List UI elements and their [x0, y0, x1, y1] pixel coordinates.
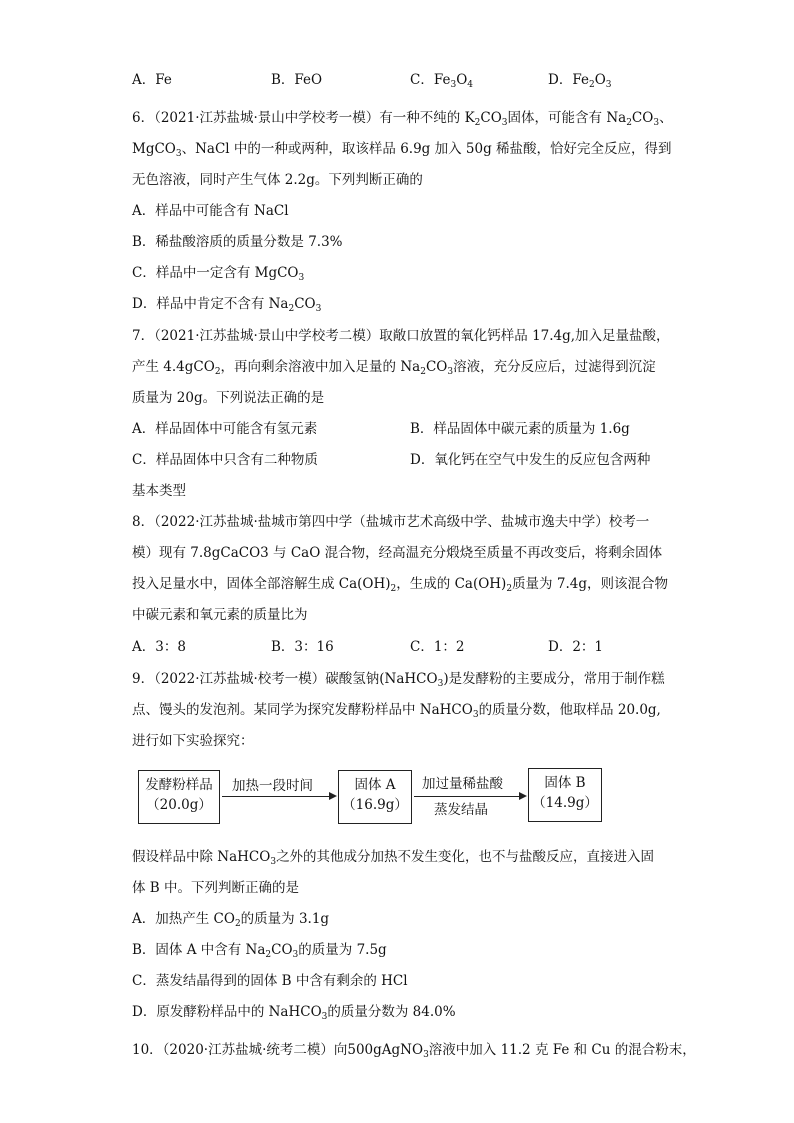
q7-option-c: C．样品固体中只含有二种物质 — [132, 452, 318, 468]
q7-option-a: A．样品固体中可能含有氢元素 — [132, 421, 318, 437]
flow-box-sample — [138, 770, 220, 824]
q6-option-b: B．稀盐酸溶质的质量分数是 7.3% — [132, 234, 343, 250]
q7-option-d: D．氧化钙在空气中发生的反应包含两种 — [410, 452, 651, 468]
q6-option-c: C．样品中一定含有 MgCO$_3$ — [132, 265, 305, 283]
q6-stem-line2: MgCO$_3$、NaCl 中的一种或两种，取该样品 6.9g 加入 50g 稀盐酸，恰好完全反应，得到 — [132, 141, 672, 159]
q7-option-d-continued: 基本类型 — [132, 483, 186, 499]
q9-after-line1: 假设样品中除 NaHCO$_3$之外的其他成分加热不发生变化，也不与盐酸反应，直接进入固 — [132, 849, 655, 867]
q6-option-a: A．样品中可能含有 NaCl — [132, 203, 289, 219]
q9-stem-line1: 9．（2022·江苏盐城·校考一模）碳酸氢钠(NaHCO$_3$)是发酵粉的主要成分，常用于制作糕 — [132, 671, 665, 689]
q5-option-a: A．Fe — [132, 72, 172, 88]
q5-option-b: B．FeO — [271, 72, 323, 88]
q8-stem-line3: 投入足量水中，固体全部溶解生成 $Ca(OH)_2$，生成的 $Ca(OH)_2$质量为 7.4g，则该混合物 — [132, 576, 668, 594]
q9-flow-diagram — [138, 768, 618, 826]
q8-stem-line4: 中碳元素和氧元素的质量比为 — [132, 607, 308, 623]
q8-option-b: B．3：16 — [271, 639, 334, 655]
flow-arrow2-top-label: 加过量稀盐酸 — [422, 776, 503, 792]
q9-option-c: C．蒸发结晶得到的固体 B 中含有剩余的 HCl — [132, 973, 408, 989]
q9-option-d: D．原发酵粉样品中的 NaHCO$_3$的质量分数为 84.0% — [132, 1004, 456, 1022]
q9-option-a: A．加热产生 $CO_2$的质量为 3.1g — [132, 911, 330, 929]
flow-arrow2-head — [519, 792, 527, 800]
q6-stem-line3: 无色溶液，同时产生气体 2.2g。下列判断正确的 — [132, 172, 423, 188]
flow-box-solid-b-label: 固体 B — [544, 775, 586, 791]
q7-stem-line3: 质量为 20g。下列说法正确的是 — [132, 390, 325, 406]
flow-box-solid-a-label: 固体 A — [354, 777, 396, 793]
q9-option-b: B．固体 A 中含有 $Na_2CO_3$的质量为 7.5g — [132, 942, 387, 960]
flow-box-solid-b-mass: （14.9g） — [532, 795, 598, 811]
q8-option-d: D．2：1 — [548, 639, 604, 655]
flow-box-solid-a-mass: （16.9g） — [342, 797, 408, 813]
flow-box-sample-mass: （20.0g） — [146, 797, 212, 813]
q8-stem-line1: 8．（2022·江苏盐城·盐城市第四中学（盐城市艺术高级中学、盐城市逸夫中学）校考一 — [132, 514, 650, 530]
q7-option-b: B．样品固体中碳元素的质量为 1.6g — [410, 421, 630, 437]
q5-option-d: D．$Fe_2O_3$ — [548, 72, 612, 90]
q8-option-a: A．3：8 — [132, 639, 186, 655]
flow-box-solid-b — [528, 768, 602, 822]
q9-stem-line2: 点、馒头的发泡剂。某同学为探究发酵粉样品中 NaHCO$_3$的质量分数，他取样品 20.0g, — [132, 702, 661, 720]
q7-stem-line2: 产生 4.4gCO$_2$，再向剩余溶液中加入足量的 $Na_2CO_3$溶液，充分反应后，过滤得到沉淀 — [132, 359, 656, 377]
flow-arrow2-bottom-label: 蒸发结晶 — [434, 802, 488, 818]
q9-after-line2: 体 B 中。下列判断正确的是 — [132, 880, 300, 896]
q8-option-c: C．1：2 — [410, 639, 465, 655]
flow-arrow1-line — [222, 796, 330, 797]
flow-arrow1-head — [329, 792, 337, 800]
q9-stem-line3: 进行如下实验探究： — [132, 733, 254, 749]
flow-box-sample-label: 发酵粉样品 — [145, 777, 213, 793]
q6-option-d: D．样品中肯定不含有 $Na_2CO_3$ — [132, 296, 322, 314]
flow-arrow1-label: 加热一段时间 — [232, 778, 313, 794]
flow-arrow2-line — [414, 796, 520, 797]
q8-stem-line2: 模）现有 7.8gCaCO3 与 CaO 混合物，经高温充分煅烧至质量不再改变后，将剩余固体 — [132, 545, 663, 561]
q5-option-c: C．$Fe_3O_4$ — [410, 72, 473, 90]
flow-box-solid-a — [338, 770, 412, 824]
q10-stem-line1: 10．（2020·江苏盐城·统考二模）向500gAgNO$_3$溶液中加入 11.2 克 Fe 和 Cu 的混合粉末， — [132, 1042, 696, 1060]
q6-stem-line1: 6．（2021·江苏盐城·景山中学校考一模）有一种不纯的 $K_2CO_3$固体，可能含有 $Na_2CO_3$、 — [132, 110, 673, 128]
q7-stem-line1: 7．（2021·江苏盐城·景山中学校考二模）取敞口放置的氧化钙样品 17.4g,加入足量盐酸， — [132, 328, 670, 344]
